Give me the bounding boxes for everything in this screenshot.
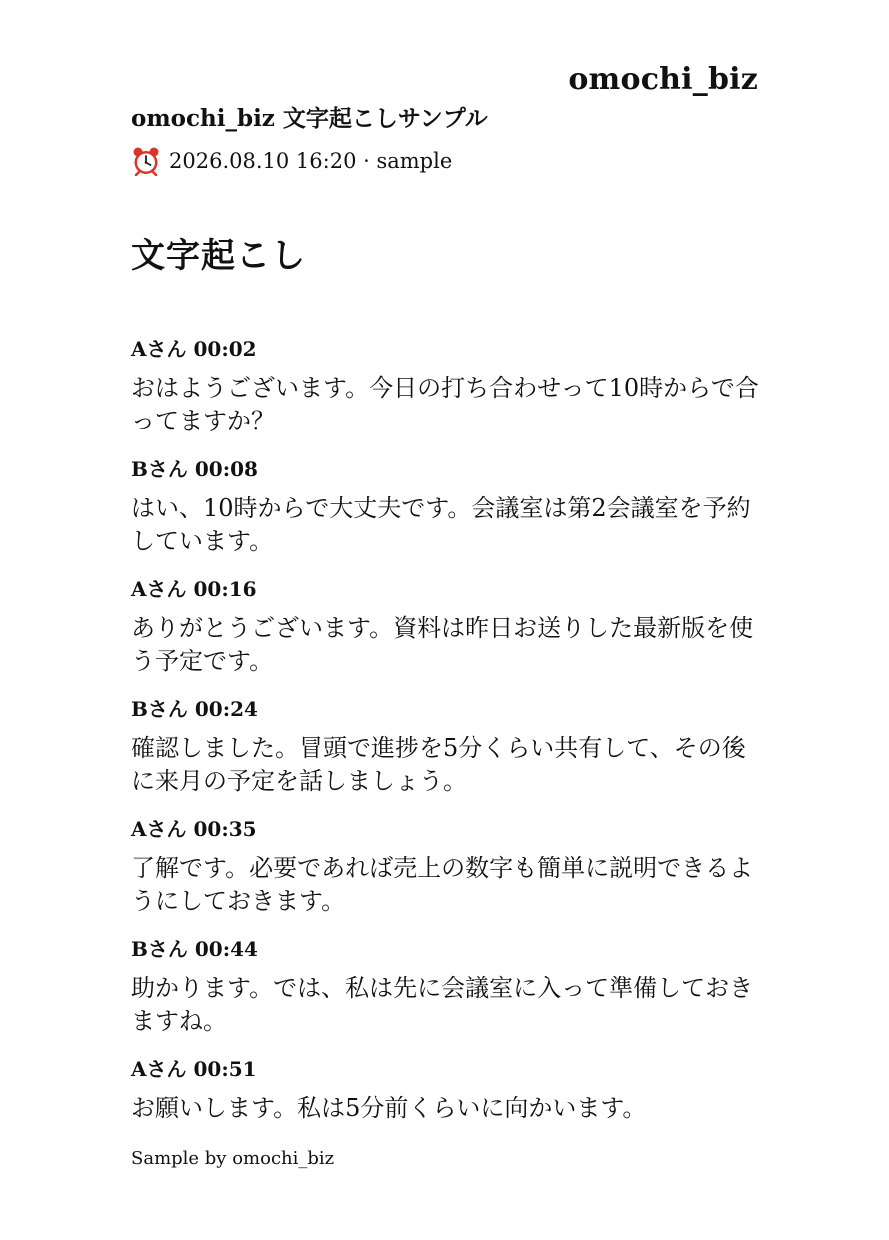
speaker-name: Aさん (131, 337, 187, 361)
transcript-entry (131, 454, 761, 558)
utterance-text: 確認しました。冒頭で進捗を5分くらい共有して、その後に来月の予定を話しましょう。 (131, 734, 746, 795)
section-heading: 文字起こし (131, 236, 306, 276)
speaker-line (131, 694, 761, 725)
transcript-list (131, 334, 761, 1141)
transcript-entry (131, 334, 761, 438)
speaker-line (131, 934, 761, 965)
speaker-line (131, 814, 761, 845)
utterance-text: 助かります。では、私は先に会議室に入って準備しておきますね。 (131, 974, 754, 1035)
brand-name: omochi_biz (568, 62, 758, 97)
speaker-name: Aさん (131, 577, 187, 601)
speaker-line (131, 334, 761, 365)
utterance-text: 了解です。必要であれば売上の数字も簡単に説明できるようにしておきます。 (131, 854, 754, 915)
speaker-name: Aさん (131, 817, 187, 841)
meta-text: 2026.08.10 16:20 · sample (169, 149, 453, 173)
utterance-text: お願いします。私は5分前くらいに向かいます。 (131, 1094, 647, 1122)
transcript-entry (131, 934, 761, 1038)
transcript-entry (131, 1054, 761, 1125)
speaker-name: Bさん (131, 457, 188, 481)
speaker-line (131, 574, 761, 605)
timestamp: 00:24 (194, 697, 258, 721)
transcript-entry (131, 574, 761, 678)
timestamp: 00:35 (193, 817, 257, 841)
speaker-name: Bさん (131, 937, 188, 961)
speaker-line (131, 1054, 761, 1085)
timestamp: 00:02 (193, 337, 257, 361)
utterance-text: はい、10時からで大丈夫です。会議室は第2会議室を予約しています。 (131, 494, 751, 555)
transcript-entry (131, 694, 761, 798)
speaker-name: Aさん (131, 1057, 187, 1081)
utterance-text: ありがとうございます。資料は昨日お送りした最新版を使う予定です。 (131, 614, 754, 675)
footer-credit: Sample by omochi_biz (131, 1148, 335, 1169)
speaker-name: Bさん (131, 697, 188, 721)
document-title: omochi_biz 文字起こしサンプル (131, 105, 488, 132)
speaker-line (131, 454, 761, 485)
timestamp: 00:51 (193, 1057, 257, 1081)
timestamp: 00:44 (194, 937, 258, 961)
document-meta (131, 146, 452, 176)
alarm-clock-icon (131, 146, 161, 176)
utterance-text: おはようございます。今日の打ち合わせって10時からで合ってますか？ (131, 374, 759, 435)
timestamp: 00:08 (194, 457, 258, 481)
timestamp: 00:16 (193, 577, 257, 601)
transcript-entry (131, 814, 761, 918)
